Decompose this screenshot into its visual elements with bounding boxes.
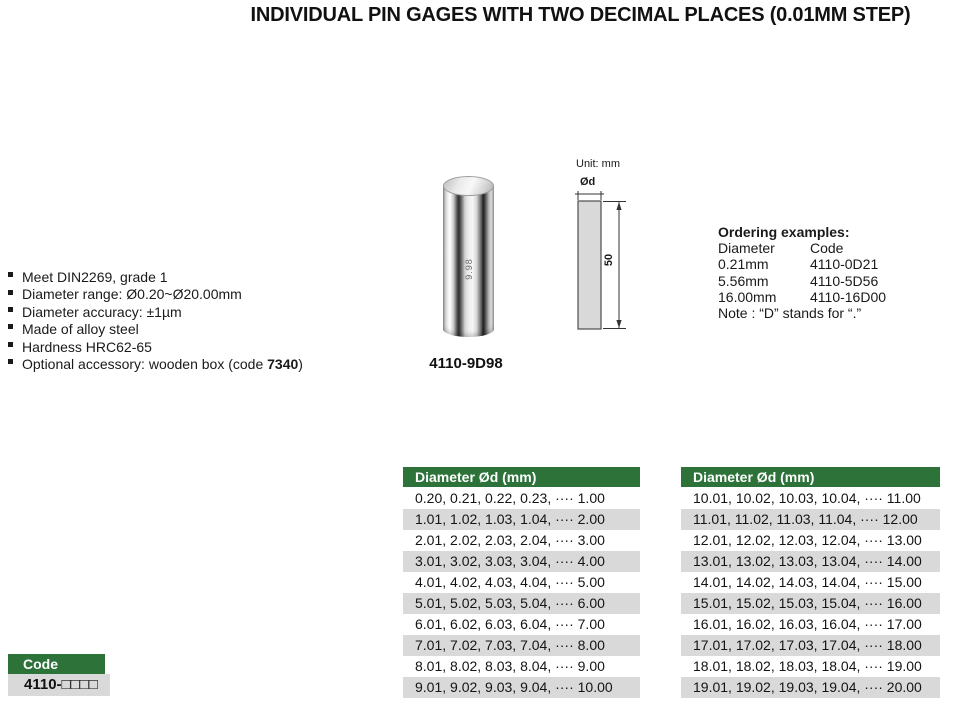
feature-text: Meet DIN2269, grade 1 — [22, 269, 168, 285]
ordering-column-headers — [718, 240, 886, 256]
ordering-heading: Ordering examples: — [718, 224, 850, 240]
product-code-label: 4110-9D98 — [429, 355, 503, 372]
table-row: 11.01, 11.02, 11.03, 11.04, ···· 12.00 — [681, 509, 940, 530]
bullet-icon — [8, 342, 13, 347]
height-dimension-label: 50 — [603, 253, 615, 267]
table-row: 7.01, 7.02, 7.03, 7.04, ···· 8.00 — [403, 635, 640, 656]
ordering-row: 0.21mm 4110-0D21 — [718, 256, 879, 273]
table-row: 14.01, 14.02, 14.03, 14.04, ···· 15.00 — [681, 572, 940, 593]
table-row: 3.01, 3.02, 3.03, 3.04, ···· 4.00 — [403, 551, 640, 572]
bullet-icon — [8, 359, 13, 364]
feature-text: Diameter range: Ø0.20~Ø20.00mm — [22, 286, 242, 303]
pin-gage-image — [443, 176, 494, 338]
table-row: 17.01, 17.02, 17.03, 17.04, ···· 18.00 — [681, 635, 940, 656]
table-row: 2.01, 2.02, 2.03, 2.04, ···· 3.00 — [403, 530, 640, 551]
list-item — [8, 321, 303, 338]
table-row: 19.01, 19.02, 19.03, 19.04, ···· 20.00 — [681, 677, 940, 698]
table-row: 16.01, 16.02, 16.03, 16.04, ···· 17.00 — [681, 614, 940, 635]
table-row: 15.01, 15.02, 15.03, 15.04, ···· 16.00 — [681, 593, 940, 614]
table-row: 18.01, 18.02, 18.03, 18.04, ···· 19.00 — [681, 656, 940, 677]
bullet-icon — [8, 272, 13, 277]
table-header: Diameter Ød (mm) — [681, 467, 940, 488]
list-item — [8, 356, 303, 373]
ordering-note: Note : “D” stands for “.” — [718, 304, 862, 321]
bullet-icon — [8, 324, 13, 329]
diameter-table-2 — [681, 467, 940, 698]
pin-gage-engraving: 9.98 — [464, 258, 474, 280]
table-row: 1.01, 1.02, 1.03, 1.04, ···· 2.00 — [403, 509, 640, 530]
ordering-row: 5.56mm 4110-5D56 — [718, 272, 879, 289]
unit-label: Unit: mm — [576, 158, 620, 170]
table-row: 13.01, 13.02, 13.03, 13.04, ···· 14.00 — [681, 551, 940, 572]
ordering-examples — [718, 224, 886, 321]
table-row: 5.01, 5.02, 5.03, 5.04, ···· 6.00 — [403, 593, 640, 614]
code-block-header: Code — [8, 654, 105, 674]
table-row: 8.01, 8.02, 8.03, 8.04, ···· 9.00 — [403, 656, 640, 677]
list-item — [8, 304, 303, 321]
list-item — [8, 339, 303, 356]
feature-text: Diameter accuracy: ±1µm — [22, 303, 182, 320]
table-row: 9.01, 9.02, 9.03, 9.04, ···· 10.00 — [403, 677, 640, 698]
code-block-value: 4110-□□□□ — [8, 674, 110, 696]
ordering-col-code: Code — [810, 240, 844, 257]
table-row: 4.01, 4.02, 4.03, 4.04, ···· 5.00 — [403, 572, 640, 593]
accessory-code: 7340 — [267, 355, 299, 372]
feature-text: Hardness HRC62-65 — [22, 338, 152, 355]
table-header: Diameter Ød (mm) — [403, 467, 640, 488]
table-row: 12.01, 12.02, 12.03, 12.04, ···· 13.00 — [681, 530, 940, 551]
feature-list — [8, 269, 303, 373]
table-row: 6.01, 6.02, 6.03, 6.04, ···· 7.00 — [403, 614, 640, 635]
bullet-icon — [8, 307, 13, 312]
list-item — [8, 269, 303, 286]
diameter-table-1 — [403, 467, 640, 698]
pin-gage-top-face — [443, 176, 494, 196]
feature-text: Made of alloy steel — [22, 321, 139, 338]
dimension-drawing — [570, 190, 640, 340]
table-row: 10.01, 10.02, 10.03, 10.04, ···· 11.00 — [681, 488, 940, 509]
table-row: 0.20, 0.21, 0.22, 0.23, ···· 1.00 — [403, 488, 640, 509]
feature-text: Optional accessory: wooden box (code 7340) — [22, 355, 303, 372]
ordering-row: 16.00mm 4110-16D00 — [718, 288, 887, 305]
page-title: INDIVIDUAL PIN GAGES WITH TWO DECIMAL PLACES (0.01MM STEP) — [250, 4, 911, 26]
bullet-icon — [8, 290, 13, 295]
ordering-col-diameter: Diameter — [718, 240, 775, 257]
diameter-dimension-label: Ød — [580, 176, 596, 188]
list-item — [8, 286, 303, 303]
